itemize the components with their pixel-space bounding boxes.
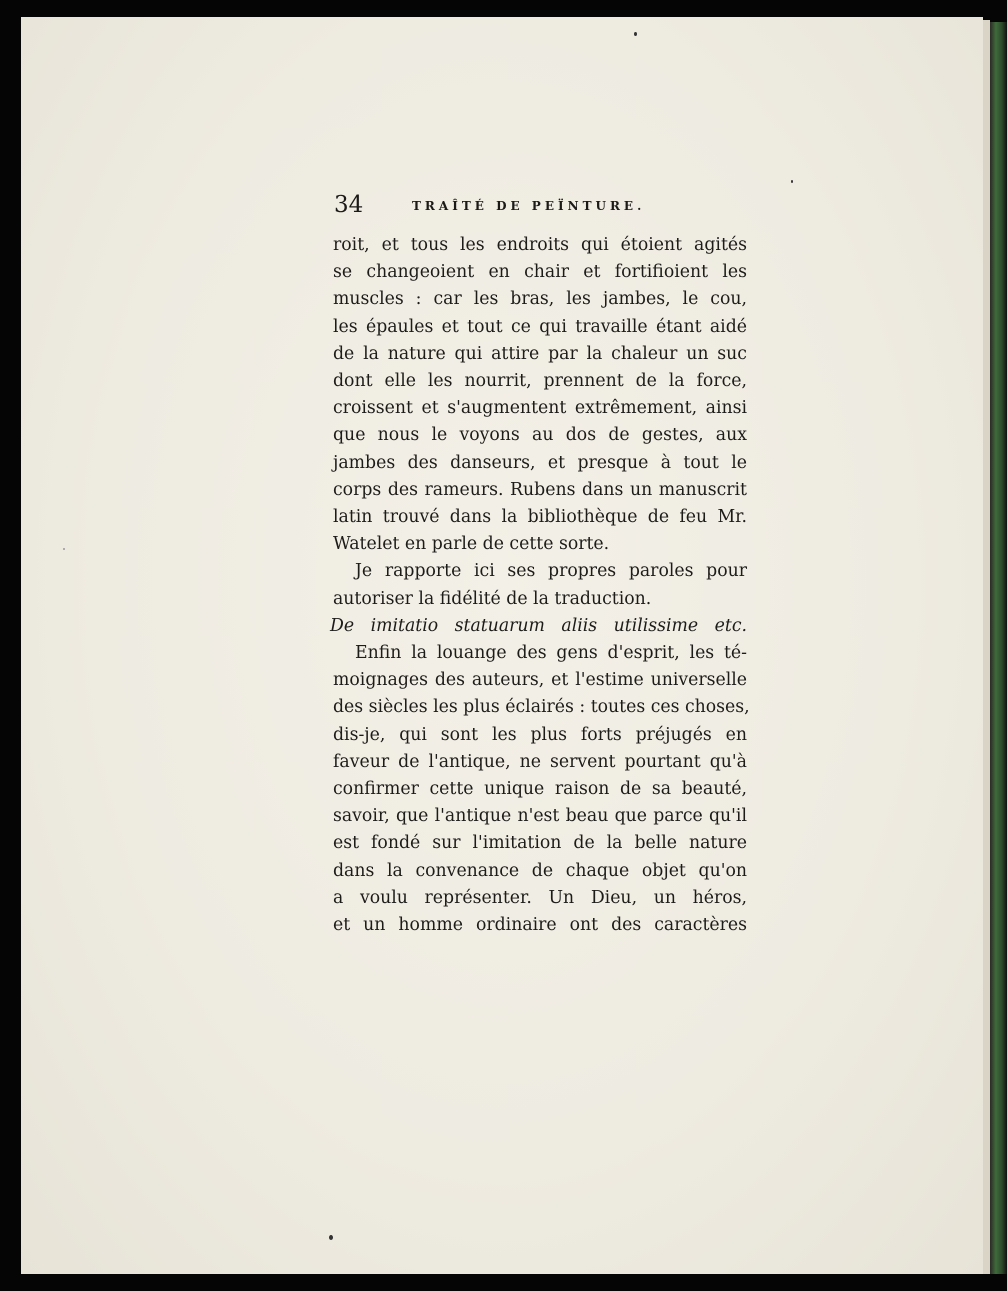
text-line: dont elle les nourrit, prennent de la force,: [333, 371, 747, 392]
text-line: est fondé sur l'imitation de la belle nature: [333, 833, 747, 854]
text-line: muscles : car les bras, les jambes, le cou,: [333, 289, 747, 310]
text-line: et un homme ordinaire ont des caractères: [333, 915, 747, 936]
page-number: 34: [334, 192, 364, 218]
text-line: latin trouvé dans la bibliothèque de feu Mr.: [333, 507, 747, 528]
text-line: a voulu représenter. Un Dieu, un héros,: [333, 887, 747, 908]
text-line: les épaules et tout ce qui travaille étant aidé: [333, 316, 747, 337]
ink-speck: [791, 180, 793, 183]
text-line: se changeoient en chair et fortifioient les: [333, 262, 747, 283]
text-line: roit, et tous les endroits qui étoient agités: [333, 235, 747, 255]
text-line: Watelet en parle de cette sorte.: [333, 534, 610, 555]
binding-gutter: [990, 22, 1007, 1274]
latin-quotation: [330, 613, 747, 640]
ink-speck: [329, 1235, 333, 1240]
paragraph: [333, 640, 750, 939]
ink-speck: [634, 32, 637, 36]
text-line: corps des rameurs. Rubens dans un manuscrit: [333, 479, 747, 500]
text-line: confirmer cette unique raison de sa beauté,: [333, 779, 747, 800]
text-line: des siècles les plus éclairés : toutes ces choses,: [333, 697, 750, 718]
text-line: Enfin la louange des gens d'esprit, les té-: [355, 643, 747, 664]
text-line: croissent et s'augmentent extrêmement, ainsi: [333, 398, 747, 419]
ink-speck: [63, 548, 65, 550]
text-line: dans la convenance de chaque objet qu'on: [333, 860, 747, 881]
text-line: De imitatio statuarum aliis utilissime etc.: [330, 615, 747, 636]
paragraph: [333, 232, 747, 558]
text-line: autoriser la fidélité de la traduction.: [333, 588, 652, 609]
text-line: moignages des auteurs, et l'estime universelle: [333, 670, 747, 691]
next-page-edge: [983, 20, 990, 1274]
text-line: dis-je, qui sont les plus forts préjugés en: [333, 724, 747, 745]
running-title: TRAÎTÉ DE PEÏNTURE.: [412, 199, 646, 213]
running-head: [334, 190, 754, 220]
text-line: savoir, que l'antique n'est beau que parce qu'il: [333, 806, 747, 827]
text-line: jambes des danseurs, et presque à tout le: [333, 452, 747, 473]
paragraph: [333, 558, 747, 612]
text-line: de la nature qui attire par la chaleur un suc: [333, 343, 747, 364]
body-text: [330, 232, 750, 939]
text-line: que nous le voyons au dos de gestes, aux: [333, 425, 747, 446]
text-line: faveur de l'antique, ne servent pourtant qu'à: [333, 751, 747, 772]
text-line: Je rapporte ici ses propres paroles pour: [355, 561, 747, 582]
